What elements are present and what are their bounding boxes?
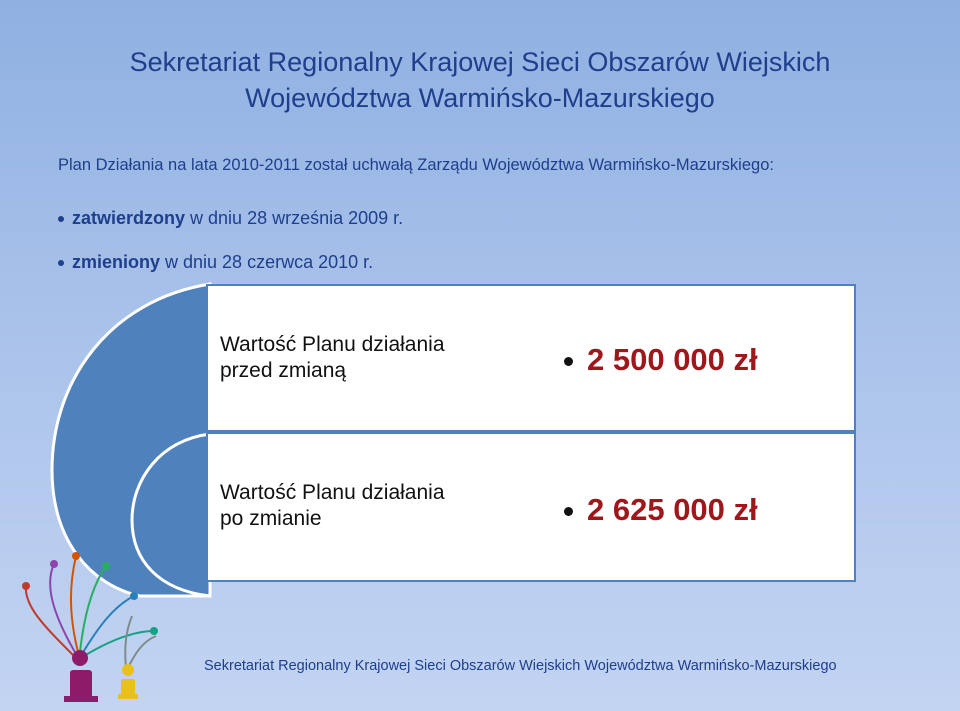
footer-text: Sekretariat Regionalny Krajowej Sieci Obszarów Wiejskich Województwa Warmińsko-Mazurskiego [204, 658, 837, 674]
box-label-line-2: po zmianie [220, 507, 322, 530]
bullet-icon [564, 507, 573, 516]
title-line-1: Sekretariat Regionalny Krajowej Sieci Obszarów Wiejskich [129, 47, 831, 77]
bullet-icon [58, 216, 64, 222]
box-value [564, 342, 758, 378]
bullet-item-changed [58, 247, 658, 277]
bullet-icon [58, 260, 64, 266]
page-title [0, 44, 960, 116]
bullet-text: w dniu 28 września 2009 r. [185, 208, 404, 228]
ksow-logo-icon [14, 546, 194, 706]
bullet-list [58, 203, 658, 291]
intro-text: Plan Działania na lata 2010-2011 został uchwałą Zarządu Województwa Warmińsko-Mazurskiego: [58, 156, 774, 174]
value-text: 2 500 000 zł [587, 342, 758, 377]
bullet-item-approved [58, 203, 658, 233]
box-label-line-1: Wartość Planu działania [220, 481, 445, 504]
bullet-bold: zmieniony [72, 252, 161, 272]
bullet-text: w dniu 28 czerwca 2010 r. [160, 252, 374, 272]
box-value [564, 492, 758, 528]
value-box-before [206, 284, 856, 432]
bullet-bold: zatwierdzony [72, 208, 186, 228]
value-text: 2 625 000 zł [587, 492, 758, 527]
bullet-icon [564, 357, 573, 366]
box-label [220, 480, 520, 532]
title-line-2: Województwa Warmińsko-Mazurskiego [245, 83, 715, 113]
value-box-after [206, 432, 856, 582]
box-label-line-1: Wartość Planu działania [220, 333, 445, 356]
box-label-line-2: przed zmianą [220, 359, 347, 382]
box-label [220, 332, 520, 384]
